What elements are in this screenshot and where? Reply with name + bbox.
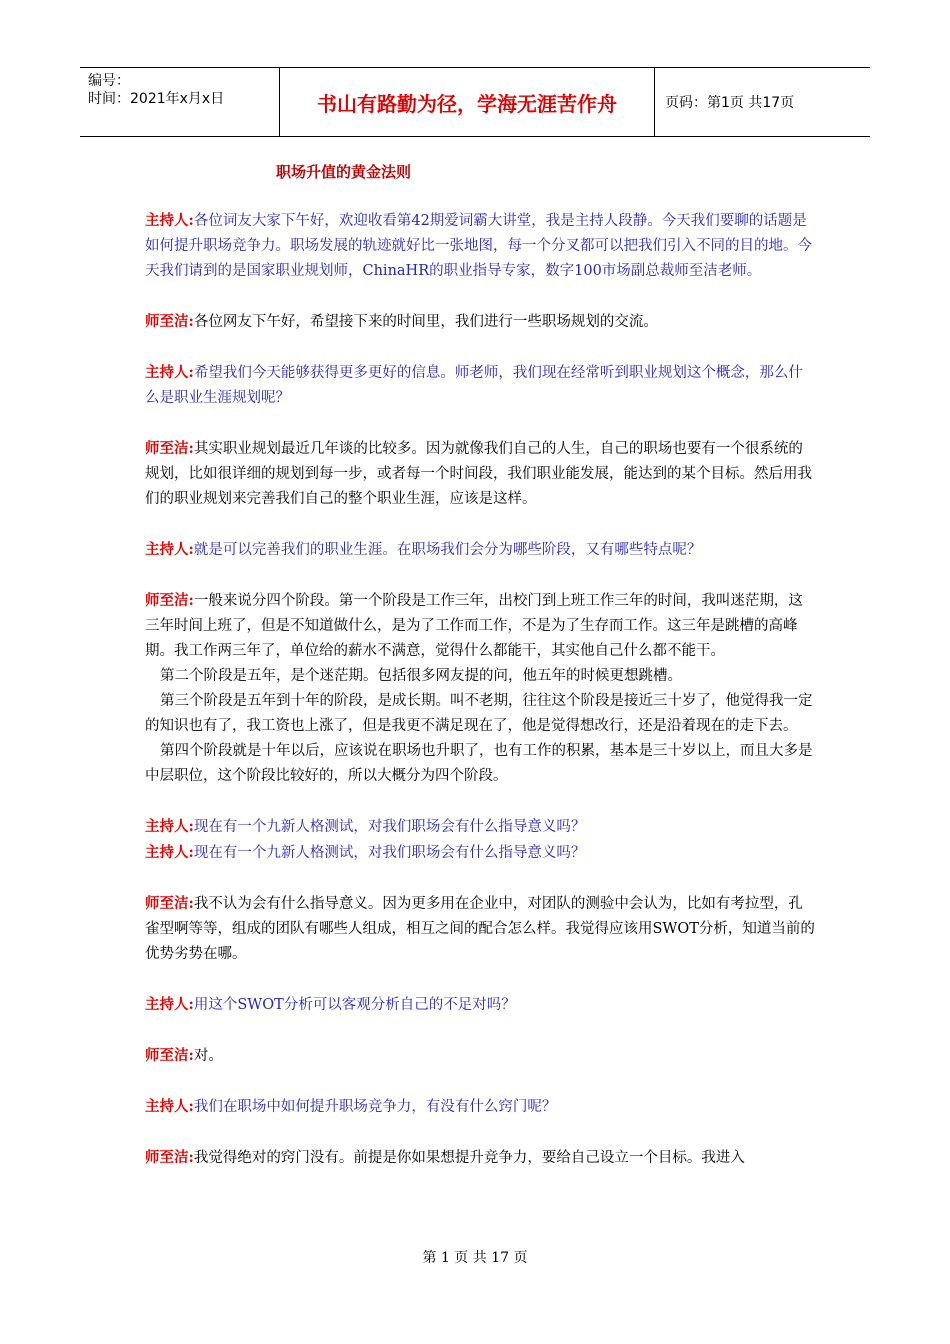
dialogue-paragraph: [145, 840, 817, 866]
dialogue-text: 对。: [193, 1048, 223, 1064]
document-title: 职场升值的黄金法则: [276, 163, 412, 181]
continuation-paragraph: 第四个阶段就是十年以后，应该说在职场也升职了，也有工作的积累，基本是三十岁以上，而且大多是中层职位，这个阶段比较好的，所以大概分为四个阶段。: [145, 743, 813, 784]
page-header: [80, 67, 870, 137]
dialogue-paragraph: [145, 992, 817, 1018]
dialogue-paragraph: [145, 537, 817, 563]
dialogue-text: 现在有一个九新人格测试，对我们职场会有什么指导意义吗？: [193, 845, 586, 861]
speaker-label: 师至洁:: [145, 1047, 194, 1064]
time-label: 时间：2021年x月x日: [88, 91, 225, 107]
dialogue-text: 我们在职场中如何提升职场竞争力，有没有什么窍门呢？: [193, 1099, 557, 1115]
speaker-label: 师至洁:: [145, 440, 194, 457]
dialogue-text: 就是可以完善我们的职业生涯。在职场我们会分为哪些阶段，又有哪些特点呢？: [193, 542, 702, 558]
speaker-label: 主持人:: [145, 364, 194, 381]
dialogue-paragraph: [145, 309, 817, 335]
header-page-info: 页码：第1页 共17页: [665, 95, 795, 111]
speaker-label: 主持人:: [145, 818, 194, 835]
document-body: [145, 208, 817, 1171]
speaker-label: 师至洁:: [145, 895, 194, 912]
header-meta: [80, 68, 280, 136]
dialogue-text: 各位词友大家下午好，欢迎收看第42期爱词霸大讲堂，我是主持人段静。今天我们要聊的话题是如何提升职场竞争力。职场发展的轨迹就好比一张地图，每一个分叉都可以把我们引入不同的目的地。今天我们请到的是国家职业规划师，ChinaHR的职业指导专家，数字100市场副总裁师至洁老师。: [145, 213, 812, 279]
speaker-label: 主持人:: [145, 1098, 194, 1115]
dialogue-paragraph: [145, 360, 817, 411]
dialogue-paragraph: [145, 1043, 817, 1069]
dialogue-paragraph: [145, 588, 817, 664]
dialogue-paragraph: [145, 814, 817, 840]
page-footer: 第 1 页 共 17 页: [422, 1250, 528, 1266]
dialogue-text: 希望我们今天能够获得更多更好的信息。师老师，我们现在经常听到职业规划这个概念，那么什么是职业生涯规划呢？: [145, 365, 803, 406]
dialogue-text: 各位网友下午好，希望接下来的时间里，我们进行一些职场规划的交流。: [193, 314, 658, 330]
speaker-label: 主持人:: [145, 212, 194, 229]
dialogue-paragraph: [145, 1094, 817, 1120]
speaker-label: 师至洁:: [145, 313, 194, 330]
dialogue-text: 其实职业规划最近几年谈的比较多。因为就像我们自己的人生，自己的职场也要有一个很系统的规划，比如很详细的规划到每一步，或者每一个时间段，我们职业能发展，能达到的某个目标。然后用我们的职业规划来完善我们自己的整个职业生涯，应该是这样。: [145, 441, 812, 507]
speaker-label: 主持人:: [145, 541, 194, 558]
dialogue-paragraph: [145, 208, 817, 284]
speaker-label: 师至洁:: [145, 1149, 194, 1166]
continuation-paragraph: 第二个阶段是五年，是个迷茫期。包括很多网友提的问，他五年的时候更想跳槽。: [160, 668, 682, 684]
dialogue-text: 现在有一个九新人格测试，对我们职场会有什么指导意义吗？: [193, 819, 586, 835]
dialogue-text: 我不认为会有什么指导意义。因为更多用在企业中，对团队的测验中会认为，比如有考拉型，孔雀型啊等等，组成的团队有哪些人组成，相互之间的配合怎么样。我觉得应该用SWOT分析，知道当前的优势劣势在哪。: [145, 896, 815, 962]
speaker-label: 师至洁:: [145, 592, 194, 609]
continuation-paragraph: 第三个阶段是五年到十年的阶段，是成长期。叫不老期，往往这个阶段是接近三十岁了，他觉得我一定的知识也有了，我工资也上涨了，但是我更不满足现在了，他是觉得想改行，还是沿着现在的走下去。: [145, 693, 813, 734]
speaker-label: 主持人:: [145, 996, 194, 1013]
dialogue-paragraph: [145, 436, 817, 512]
number-label: 编号：: [88, 73, 130, 89]
dialogue-paragraph: [145, 891, 817, 967]
dialogue-text: 用这个SWOT分析可以客观分析自己的不足对吗？: [193, 997, 516, 1013]
dialogue-paragraph: [145, 1145, 817, 1171]
speaker-label: 主持人:: [145, 844, 194, 861]
dialogue-text: 一般来说分四个阶段。第一个阶段是工作三年，出校门到上班工作三年的时间，我叫迷茫期，这三年时间上班了，但是不知道做什么，是为了工作而工作，不是为了生存而工作。这三年是跳槽的高峰期。我工作两三年了，单位给的薪水不满意，觉得什么都能干，其实他自己什么都不能干。: [145, 593, 803, 659]
dialogue-text: 我觉得绝对的窍门没有。前提是你如果想提升竞争力，要给自己设立一个目标。我进入: [193, 1150, 745, 1166]
header-motto: 书山有路勤为径，学海无涯苦作舟: [280, 68, 655, 136]
